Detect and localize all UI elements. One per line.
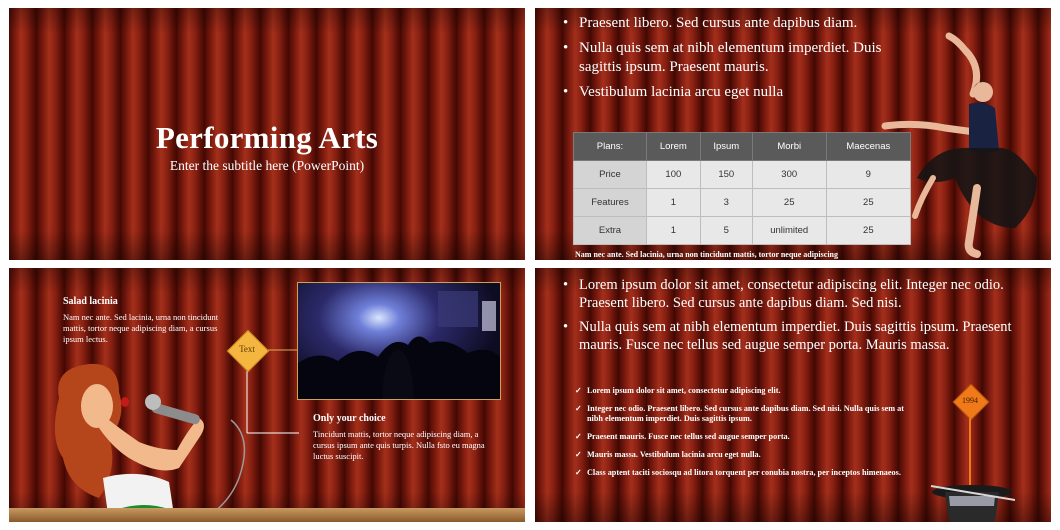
table-header-cell: Ipsum — [700, 133, 752, 161]
text-body: Tincidunt mattis, tortor neque adipiscing diam, a cursus ipsum ante quis turpis. Nulla fsto eu magna luctus suscipit. — [313, 429, 485, 461]
slide-thumbnail-4[interactable] — [535, 268, 1051, 522]
check-item: ✓ Integer nec odio. Praesent libero. Sed cursus ante dapibus diam. Sed nisi. Nulla quis sem at nibh elementum imperdiet. Duis sagittis ipsum. — [575, 404, 915, 424]
check-item: ✓ Class aptent taciti sociosqu ad litora torquent per conubia nostra, per inceptos himenaeos. — [575, 468, 915, 478]
check-item: ✓ Lorem ipsum dolor sit amet, consectetur adipiscing elit. — [575, 386, 915, 396]
slide-thumbnail-1[interactable] — [9, 8, 525, 260]
slide-thumbnail-3[interactable] — [9, 268, 525, 522]
table-cell: 25 — [826, 217, 910, 245]
table-row — [574, 189, 911, 217]
pricing-table — [573, 132, 911, 245]
table-cell: 25 — [752, 189, 826, 217]
check-item: ✓ Praesent mauris. Fusce nec tellus sed augue semper porta. — [575, 432, 915, 442]
magic-hat-icon — [929, 482, 1015, 522]
table-cell: Features — [574, 189, 647, 217]
table-cell: 9 — [826, 161, 910, 189]
bullet-item: • Nulla quis sem at nibh elementum imperdiet. Duis sagittis ipsum. Praesent mauris. Fusce nec tellus sed augue semper porta. Mauris massa. — [561, 318, 1021, 354]
bullet-item: • Vestibulum lacinia arcu eget nulla — [561, 83, 901, 102]
concert-photo — [297, 282, 501, 400]
table-header-cell: Plans: — [574, 133, 647, 161]
table-cell: 150 — [700, 161, 752, 189]
table-header-cell: Maecenas — [826, 133, 910, 161]
bullet-item: • Lorem ipsum dolor sit amet, consectetur adipiscing elit. Integer nec odio. Praesent libero. Sed cursus ante dapibus diam. Sed nisi. — [561, 276, 1021, 312]
year-label: 1994 — [962, 396, 978, 405]
table-cell: 3 — [700, 189, 752, 217]
diamond-label: Text — [239, 344, 255, 354]
table-header-cell: Lorem — [646, 133, 700, 161]
timeline-line — [969, 418, 971, 490]
table-cell: 25 — [826, 189, 910, 217]
stage-floor — [9, 508, 525, 522]
bullet-item: • Praesent libero. Sed cursus ante dapibus diam. — [561, 14, 901, 33]
ballet-dancer-image — [865, 28, 1045, 260]
table-cell: Price — [574, 161, 647, 189]
table-row — [574, 217, 911, 245]
table-header-row — [574, 133, 911, 161]
table-cell: 1 — [646, 189, 700, 217]
table-cell: 5 — [700, 217, 752, 245]
check-item: ✓ Mauris massa. Vestibulum lacinia arcu eget nulla. — [575, 450, 915, 460]
table-header-cell: Morbi — [752, 133, 826, 161]
text-heading: Only your choice — [313, 413, 386, 424]
text-body: Nam nec ante. Sed lacinia, urna non tincidunt mattis, tortor neque adipiscing diam, a cursus ipsum lectus. — [63, 312, 219, 344]
singer-illustration — [49, 358, 279, 522]
footnote-text: Nam nec ante. Sed lacinia, urna non tincidunt mattis, tortor neque adipiscing — [575, 250, 838, 259]
bullet-item: • Nulla quis sem at nibh elementum imperdiet. Duis sagittis ipsum. Praesent mauris. — [561, 39, 901, 77]
table-cell: 300 — [752, 161, 826, 189]
checklist — [575, 386, 915, 486]
bullet-list — [561, 276, 1021, 360]
table-cell: Extra — [574, 217, 647, 245]
slide-thumbnail-2[interactable] — [535, 8, 1051, 260]
table-row — [574, 161, 911, 189]
table-cell: 100 — [646, 161, 700, 189]
slide-title: Performing Arts — [155, 120, 379, 155]
slide-subtitle: Enter the subtitle here (PowerPoint) — [169, 158, 365, 173]
bullet-list — [561, 14, 901, 108]
year-diamond — [953, 384, 987, 418]
text-heading: Salad lacinia — [63, 296, 118, 307]
table-cell: unlimited — [752, 217, 826, 245]
table-cell: 1 — [646, 217, 700, 245]
